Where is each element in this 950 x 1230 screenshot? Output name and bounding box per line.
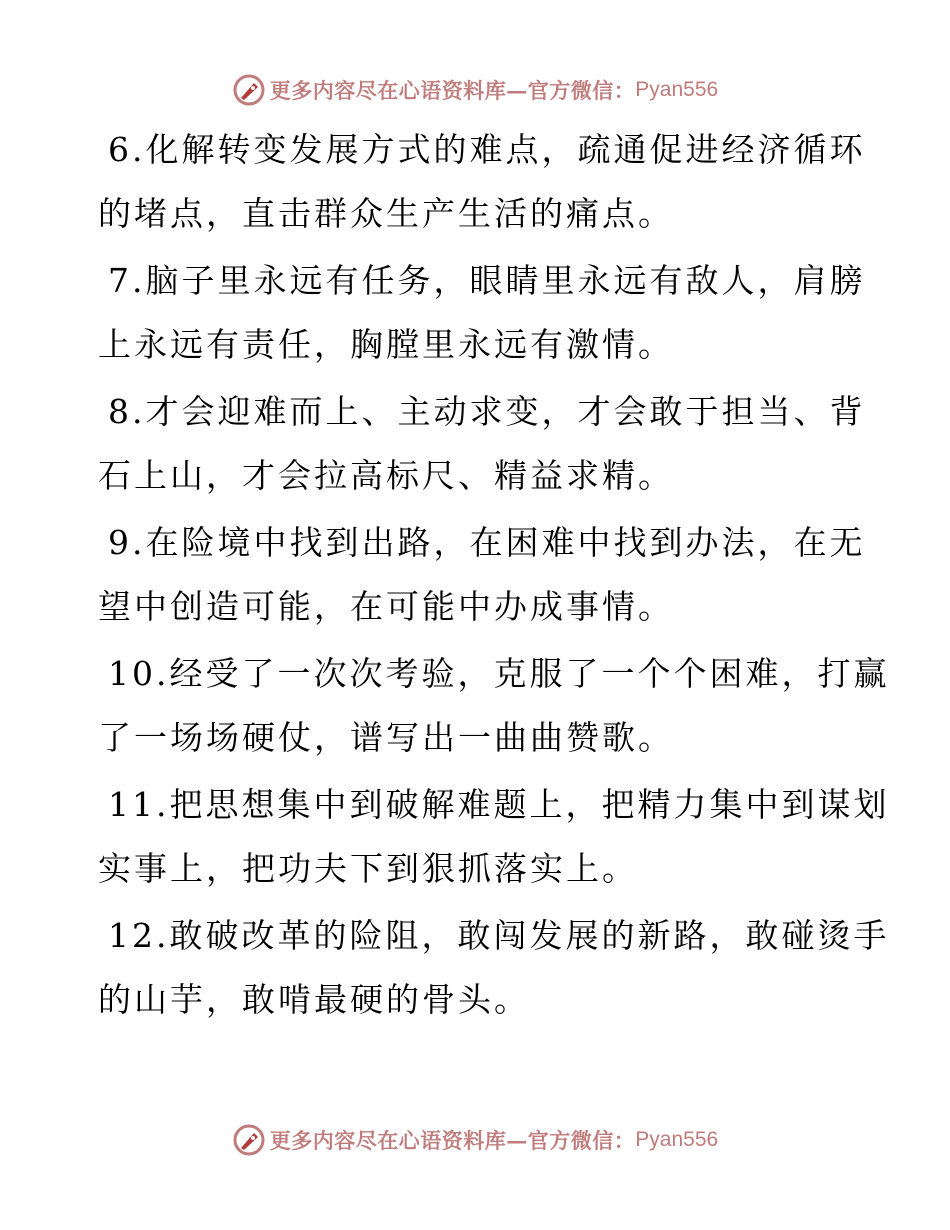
item-line: 6.化解转变发展方式的难点，疏通促进经济循环 xyxy=(108,130,866,169)
banner-wechat-id: Pyan556 xyxy=(635,78,719,101)
item-line: 7.脑子里永远有任务，眼睛里永远有敌人，肩膀 xyxy=(108,261,866,300)
item-line: 上永远有责任，胸膛里永远有激情。 xyxy=(98,325,674,364)
item-line: 石上山，才会拉高标尺、精益求精。 xyxy=(98,456,674,495)
list-item xyxy=(98,511,866,639)
list-item xyxy=(98,642,890,770)
list-item xyxy=(98,904,890,1032)
item-line: 8.才会迎难而上、主动求变，才会敢于担当、背 xyxy=(108,392,866,431)
item-line: 的山芋，敢啃最硬的骨头。 xyxy=(98,980,530,1019)
list-item xyxy=(98,118,866,246)
document-body xyxy=(98,118,890,1035)
header-banner xyxy=(0,70,950,110)
banner-text: 更多内容尽在心语资料库—官方微信： xyxy=(269,78,636,103)
item-line: 的堵点，直击群众生产生活的痛点。 xyxy=(98,194,674,233)
footer-banner xyxy=(0,1120,950,1160)
banner-text: 更多内容尽在心语资料库—官方微信： xyxy=(269,1128,636,1153)
list-item xyxy=(98,249,866,377)
pen-nib-logo-icon xyxy=(232,73,266,107)
list-item xyxy=(98,773,890,901)
banner-wechat-id: Pyan556 xyxy=(635,1128,719,1151)
item-line: 12.敢破改革的险阻，敢闯发展的新路，敢碰烫手 xyxy=(108,916,890,955)
item-line: 实事上，把功夫下到狠抓落实上。 xyxy=(98,849,638,888)
item-line: 了一场场硬仗，谱写出一曲曲赞歌。 xyxy=(98,718,674,757)
list-item xyxy=(98,380,866,508)
item-line: 望中创造可能，在可能中办成事情。 xyxy=(98,587,674,626)
item-line: 9.在险境中找到出路，在困难中找到办法，在无 xyxy=(108,523,866,562)
item-line: 10.经受了一次次考验，克服了一个个困难，打赢 xyxy=(108,654,890,693)
pen-nib-logo-icon xyxy=(232,1123,266,1157)
item-line: 11.把思想集中到破解难题上，把精力集中到谋划 xyxy=(108,785,890,824)
